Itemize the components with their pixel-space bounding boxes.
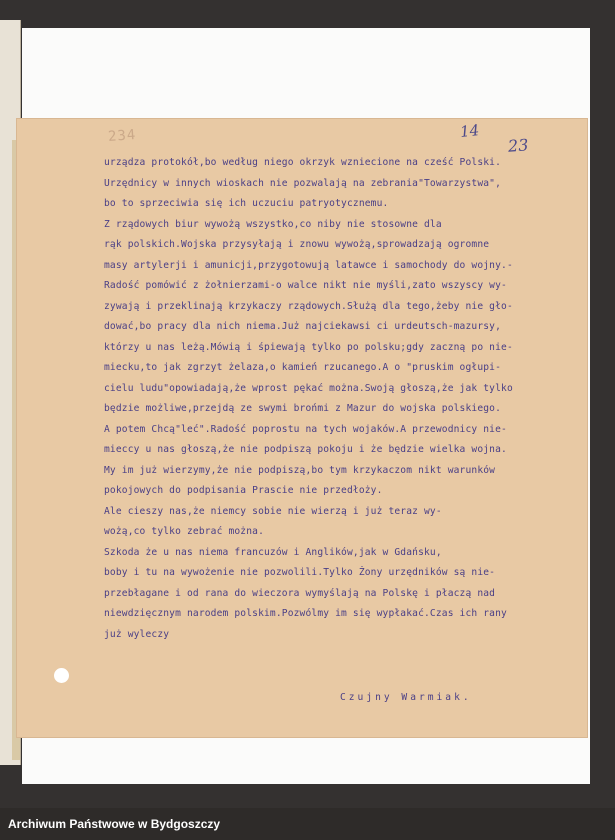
text-line: Z rządowych biur wywożą wszystko,co niby nie stosowne dla [104, 218, 442, 230]
text-line: pokojowych do podpisania Prascie nie przedłoży. [104, 485, 383, 496]
text-line: bo to sprzeciwia się ich uczuciu patryotycznemu. [104, 198, 389, 209]
text-line: dować,bo pracy dla nich niema.Już najciekawsi ci urdeutsch-mazursy, [104, 321, 502, 332]
text-line: cielu ludu"opowiadają,że wprost pękać można.Swoją głoszą,że jak tylko [104, 382, 513, 394]
faint-folio-number: 234 [107, 127, 137, 145]
archive-name: Archiwum Państwowe w Bydgoszczy [8, 817, 221, 831]
punch-hole [54, 668, 69, 683]
text-line: już wyleczy [104, 628, 170, 640]
text-line: Ale cieszy nas,że niemcy sobie nie wierzą i już teraz wy- [104, 505, 442, 517]
typed-letter-body [104, 153, 560, 645]
text-line: masy artylerji i amunicji,przygotowują latawce i samochody do wojny.- [104, 259, 513, 271]
text-line: rąk polskich.Wojska przysyłają i znowu wywożą,sprowadzają ogromne [104, 239, 490, 250]
text-line: którzy u nas leżą.Mówią i śpiewają tylko po polsku;gdy zaczną po nie- [104, 341, 513, 353]
signature: Czujny Warmiak. [340, 692, 472, 703]
text-line: mieccy u nas głoszą,że nie podpiszą pokoju i że będzie wielka wojna. [104, 444, 507, 455]
text-line: przebłagane i od rana do wieczora wymyślają na Polskę i płaczą nad [104, 587, 496, 599]
text-line: będzie możliwe,przejdą ze swymi brońmi z Mazur do wojska polskiego. [104, 403, 502, 414]
text-line: Radość pomówić z żołnierzami-o walce nikt nie myśli,zato wszyscy wy- [104, 280, 507, 291]
text-line: A potem Chcą"leć".Radość poprostu na tych wojaków.A przewodnicy nie- [104, 423, 507, 435]
text-line: miecku,to jak zgrzyt żelaza,o kamień rzucanego.A o "pruskim ogłupi- [104, 362, 502, 373]
text-line: boby i tu na wywożenie nie pozwolili.Tylko Żony urzędników są nie- [104, 567, 496, 578]
text-line: zywają i przeklinają krzykaczy rządowych.Służą dla tego,żeby nie gło- [104, 300, 513, 312]
text-line: urządza protokół,bo według niego okrzyk wzniecione na cześć Polski. [104, 157, 502, 168]
text-line: niewdzięcznym narodem polskim.Pozwólmy im się wypłakać.Czas ich rany [104, 608, 507, 619]
text-line: Urzędnicy w innych wioskach nie pozwalają na zebrania"Towarzystwa", [104, 177, 502, 189]
text-line: wożą,co tylko zebrać można. [104, 526, 264, 537]
text-line: Szkoda że u nas niema francuzów i Anglików,jak w Gdańsku, [104, 546, 442, 558]
archive-footer [0, 808, 615, 840]
folio-number-secondary: 23 [507, 135, 529, 156]
folio-number: 14 [459, 121, 480, 141]
text-line: My im już wierzymy,że nie podpiszą,bo tym krzykaczom nikt warunków [104, 464, 496, 476]
